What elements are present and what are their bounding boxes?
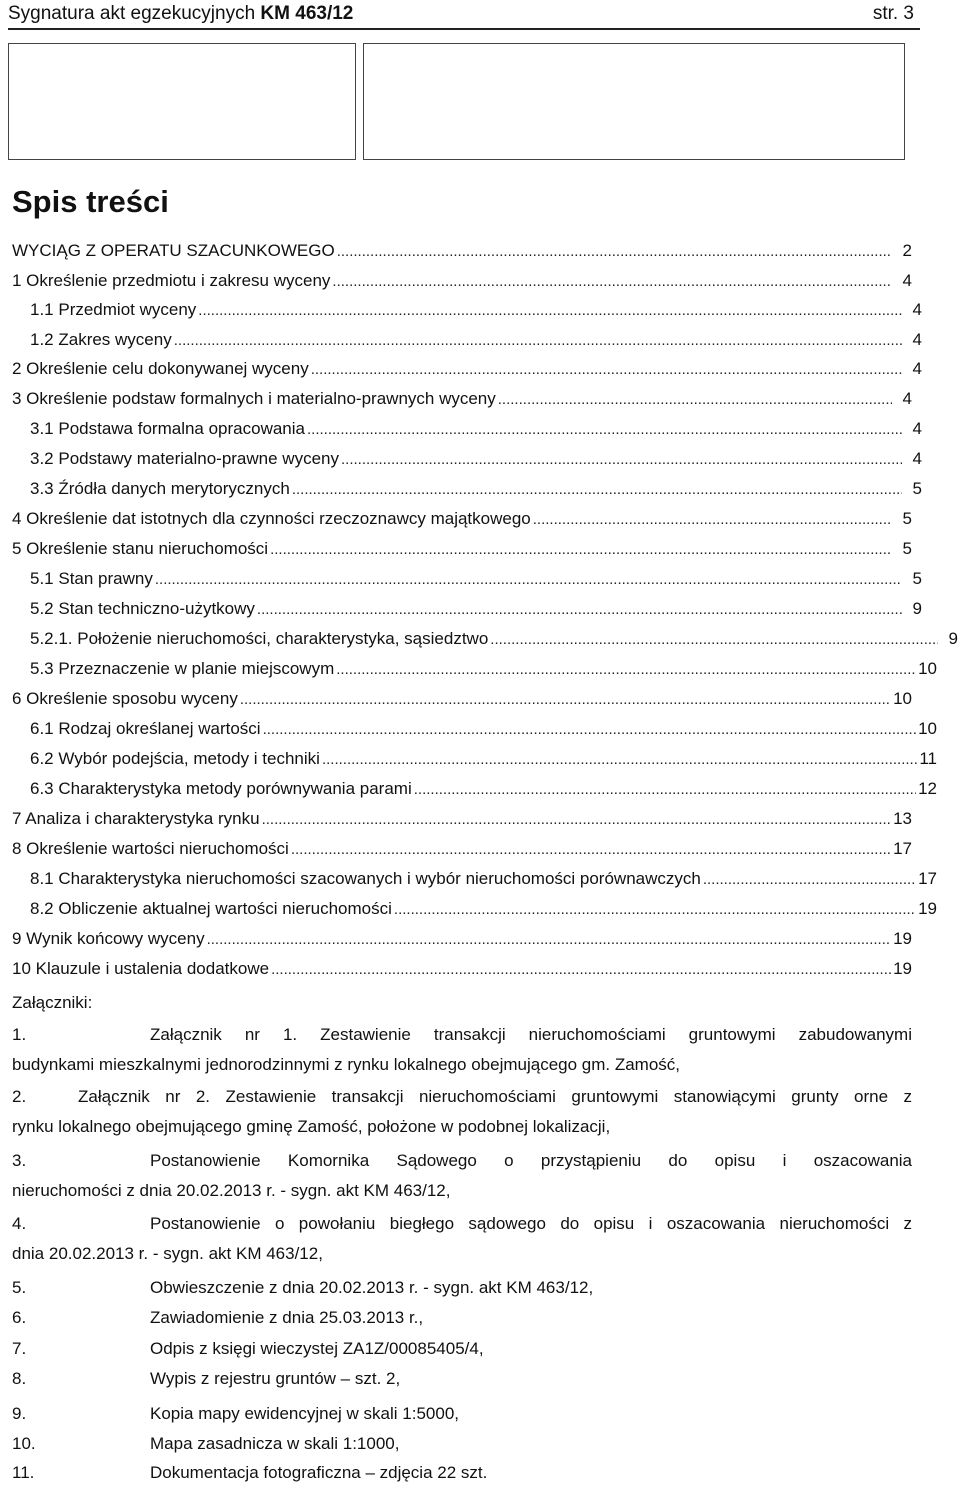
toc-leader-dots bbox=[263, 719, 917, 741]
page-number: str. 3 bbox=[872, 3, 914, 24]
attachment-item bbox=[12, 1368, 912, 1390]
toc-leader-dots bbox=[533, 509, 892, 531]
toc-entry-label: 5.2 Stan techniczno-użytkowy bbox=[30, 599, 255, 618]
toc-entry-label: 8.2 Obliczenie aktualnej wartości nieruchomości bbox=[30, 899, 392, 918]
toc-entry[interactable] bbox=[30, 718, 937, 740]
toc-leader-dots bbox=[394, 899, 916, 921]
attachment-item bbox=[12, 1433, 912, 1455]
toc-leader-dots bbox=[155, 569, 902, 591]
toc-title: Spis treści bbox=[12, 184, 169, 219]
toc-entry-page: 9 bbox=[912, 599, 922, 618]
attachment-text: Załącznik nr 1. Zestawienie transakcji nieruchomościami gruntowymi zabudowanymi bbox=[150, 1025, 912, 1044]
attachment-item bbox=[12, 1086, 912, 1108]
toc-entry[interactable] bbox=[12, 240, 912, 262]
toc-leader-dots bbox=[240, 689, 891, 711]
toc-entry-page: 4 bbox=[912, 419, 922, 438]
toc-leader-dots bbox=[332, 271, 892, 293]
toc-entry-label: 5.2.1. Położenie nieruchomości, charakterystyka, sąsiedztwo bbox=[30, 629, 489, 648]
toc-entry-page: 4 bbox=[902, 271, 912, 290]
toc-entry-label: 6.1 Rodzaj określanej wartości bbox=[30, 719, 261, 738]
toc-entry-label: 9 Wynik końcowy wyceny bbox=[12, 929, 205, 948]
toc-entry-page: 5 bbox=[912, 479, 922, 498]
toc-entry-label: 3.2 Podstawy materialno-prawne wyceny bbox=[30, 449, 339, 468]
toc-entry-page: 19 bbox=[893, 929, 912, 948]
signature-number: KM 463/12 bbox=[260, 3, 354, 24]
toc-entry[interactable] bbox=[30, 868, 937, 890]
attachment-text: Postanowienie Komornika Sądowego o przystąpieniu do opisu i oszacowania bbox=[150, 1151, 912, 1170]
attachment-number: 11. bbox=[12, 1463, 35, 1482]
toc-entry[interactable] bbox=[30, 898, 937, 920]
toc-leader-dots bbox=[703, 869, 916, 891]
attachment-text: Dokumentacja fotograficzna – zdjęcia 22 szt. bbox=[150, 1463, 488, 1482]
attachment-number: 8. bbox=[12, 1369, 27, 1388]
toc-leader-dots bbox=[341, 449, 902, 471]
toc-leader-dots bbox=[337, 241, 892, 263]
toc-entry[interactable] bbox=[12, 508, 912, 530]
toc-leader-dots bbox=[271, 959, 891, 981]
toc-entry-page: 5 bbox=[902, 539, 912, 558]
toc-entry-page: 17 bbox=[918, 869, 937, 888]
attachment-text: Wypis z rejestru gruntów – szt. 2, bbox=[150, 1369, 401, 1388]
toc-leader-dots bbox=[292, 479, 902, 501]
toc-entry-label: 5.3 Przeznaczenie w planie miejscowym bbox=[30, 659, 335, 678]
attachment-item bbox=[12, 1213, 912, 1235]
toc-entry-page: 4 bbox=[912, 330, 922, 349]
toc-leader-dots bbox=[414, 779, 916, 801]
attachment-item bbox=[12, 1462, 912, 1484]
toc-leader-dots bbox=[198, 300, 902, 322]
attachment-item bbox=[12, 1338, 912, 1360]
toc-entry-label: 7 Analiza i charakterystyka rynku bbox=[12, 809, 260, 828]
toc-leader-dots bbox=[336, 659, 916, 681]
attachment-text: Kopia mapy ewidencyjnej w skali 1:5000, bbox=[150, 1404, 460, 1423]
toc-entry[interactable] bbox=[12, 358, 922, 380]
attachment-text: Obwieszczenie z dnia 20.02.2013 r. - sygn. akt KM 463/12, bbox=[150, 1278, 594, 1297]
attachment-item bbox=[12, 1277, 912, 1299]
toc-entry[interactable] bbox=[12, 808, 912, 830]
toc-entry[interactable] bbox=[12, 688, 912, 710]
toc-entry-label: 6.2 Wybór podejścia, metody i techniki bbox=[30, 749, 320, 768]
attachments-heading: Załączniki: bbox=[12, 993, 93, 1012]
toc-entry[interactable] bbox=[12, 270, 912, 292]
toc-entry-label: WYCIĄG Z OPERATU SZACUNKOWEGO bbox=[12, 241, 335, 260]
toc-leader-dots bbox=[257, 599, 902, 621]
toc-entry-page: 4 bbox=[902, 389, 912, 408]
toc-entry-page: 19 bbox=[893, 959, 912, 978]
toc-entry[interactable] bbox=[30, 598, 922, 620]
toc-leader-dots bbox=[307, 419, 902, 441]
toc-entry[interactable] bbox=[12, 928, 912, 950]
toc-entry[interactable] bbox=[12, 388, 912, 410]
toc-entry-label: 6.3 Charakterystyka metody porównywania parami bbox=[30, 779, 412, 798]
attachment-text: Postanowienie o powołaniu biegłego sądowego do opisu i oszacowania nieruchomości z bbox=[150, 1214, 912, 1233]
toc-entry-page: 4 bbox=[912, 359, 922, 378]
attachment-continuation: rynku lokalnego obejmującego gminę Zamość, położone w podobnej lokalizacji, bbox=[12, 1117, 611, 1136]
attachment-number: 4. bbox=[12, 1214, 27, 1233]
toc-entry-page: 4 bbox=[912, 300, 922, 319]
toc-entry[interactable] bbox=[30, 658, 937, 680]
toc-entry-label: 10 Klauzule i ustalenia dodatkowe bbox=[12, 959, 270, 978]
toc-entry[interactable] bbox=[12, 838, 912, 860]
toc-entry-label: 2 Określenie celu dokonywanej wyceny bbox=[12, 359, 309, 378]
toc-entry-page: 9 bbox=[948, 629, 958, 648]
toc-entry[interactable] bbox=[30, 778, 937, 800]
attachment-text: Zawiadomienie z dnia 25.03.2013 r., bbox=[150, 1308, 424, 1327]
toc-entry-label: 1.2 Zakres wyceny bbox=[30, 330, 172, 349]
toc-leader-dots bbox=[291, 839, 891, 861]
toc-entry[interactable] bbox=[30, 418, 922, 440]
attachment-number: 10. bbox=[12, 1434, 36, 1453]
attachment-continuation: nieruchomości z dnia 20.02.2013 r. - sygn. akt KM 463/12, bbox=[12, 1181, 451, 1200]
toc-entry-page: 5 bbox=[902, 509, 912, 528]
attachment-number: 9. bbox=[12, 1404, 27, 1423]
toc-entry[interactable] bbox=[30, 448, 922, 470]
attachment-continuation: dnia 20.02.2013 r. - sygn. akt KM 463/12, bbox=[12, 1244, 323, 1263]
toc-entry-label: 6 Określenie sposobu wyceny bbox=[12, 689, 238, 708]
toc-entry-page: 10 bbox=[918, 659, 937, 678]
toc-leader-dots bbox=[311, 359, 902, 381]
toc-entry[interactable] bbox=[12, 958, 912, 980]
toc-entry-label: 3 Określenie podstaw formalnych i materialno-prawnych wyceny bbox=[12, 389, 496, 408]
toc-entry-page: 11 bbox=[919, 749, 937, 768]
toc-entry-page: 10 bbox=[893, 689, 912, 708]
toc-leader-dots bbox=[262, 809, 892, 831]
toc-entry[interactable] bbox=[30, 748, 937, 770]
toc-entry[interactable] bbox=[30, 628, 958, 650]
toc-entry-page: 19 bbox=[918, 899, 937, 918]
attachment-text: Załącznik nr 2. Zestawienie transakcji nieruchomościami gruntowymi stanowiącymi grunty orne z bbox=[78, 1087, 912, 1106]
toc-leader-dots bbox=[270, 539, 892, 561]
attachment-text: Odpis z księgi wieczystej ZA1Z/00085405/4, bbox=[150, 1339, 484, 1358]
toc-entry-page: 17 bbox=[893, 839, 912, 858]
toc-entry-page: 2 bbox=[902, 241, 912, 260]
attachment-item bbox=[12, 1024, 912, 1046]
toc-entry-label: 1.1 Przedmiot wyceny bbox=[30, 300, 197, 319]
attachment-number: 5. bbox=[12, 1278, 27, 1297]
toc-entry-label: 5.1 Stan prawny bbox=[30, 569, 153, 588]
attachment-text: Mapa zasadnicza w skali 1:1000, bbox=[150, 1434, 400, 1453]
toc-entry[interactable] bbox=[30, 329, 922, 351]
toc-leader-dots bbox=[207, 929, 892, 951]
attachment-number: 6. bbox=[12, 1308, 27, 1327]
toc-entry-label: 4 Określenie dat istotnych dla czynności rzeczoznawcy majątkowego bbox=[12, 509, 531, 528]
toc-entry-label: 3.1 Podstawa formalna opracowania bbox=[30, 419, 305, 438]
attachment-number: 2. bbox=[12, 1087, 27, 1106]
toc-entry[interactable] bbox=[30, 478, 922, 500]
signature-prefix: Sygnatura akt egzekucyjnych bbox=[8, 3, 256, 24]
toc-entry-page: 4 bbox=[912, 449, 922, 468]
attachment-item bbox=[12, 1150, 912, 1172]
toc-entry-label: 5 Określenie stanu nieruchomości bbox=[12, 539, 269, 558]
attachment-item bbox=[12, 1403, 912, 1425]
toc-entry-page: 13 bbox=[893, 809, 912, 828]
toc-entry-label: 3.3 Źródła danych merytorycznych bbox=[30, 479, 290, 498]
toc-entry[interactable] bbox=[12, 538, 912, 560]
toc-leader-dots bbox=[174, 330, 902, 352]
toc-entry[interactable] bbox=[30, 299, 922, 321]
toc-leader-dots bbox=[498, 389, 892, 411]
toc-leader-dots bbox=[490, 629, 938, 651]
attachment-number: 1. bbox=[12, 1025, 27, 1044]
attachment-number: 7. bbox=[12, 1339, 27, 1358]
toc-entry-page: 10 bbox=[918, 719, 937, 738]
toc-entry-label: 8.1 Charakterystyka nieruchomości szacowanych i wybór nieruchomości porównawczych bbox=[30, 869, 701, 888]
attachment-number: 3. bbox=[12, 1151, 27, 1170]
attachment-continuation: budynkami mieszkalnymi jednorodzinnymi z rynku lokalnego obejmującego gm. Zamość, bbox=[12, 1055, 681, 1074]
toc-entry-label: 1 Określenie przedmiotu i zakresu wyceny bbox=[12, 271, 331, 290]
toc-entry[interactable] bbox=[30, 568, 922, 590]
toc-entry-page: 12 bbox=[918, 779, 937, 798]
toc-entry-label: 8 Określenie wartości nieruchomości bbox=[12, 839, 289, 858]
toc-entry-page: 5 bbox=[912, 569, 922, 588]
toc-leader-dots bbox=[322, 749, 917, 771]
attachment-item bbox=[12, 1307, 912, 1329]
